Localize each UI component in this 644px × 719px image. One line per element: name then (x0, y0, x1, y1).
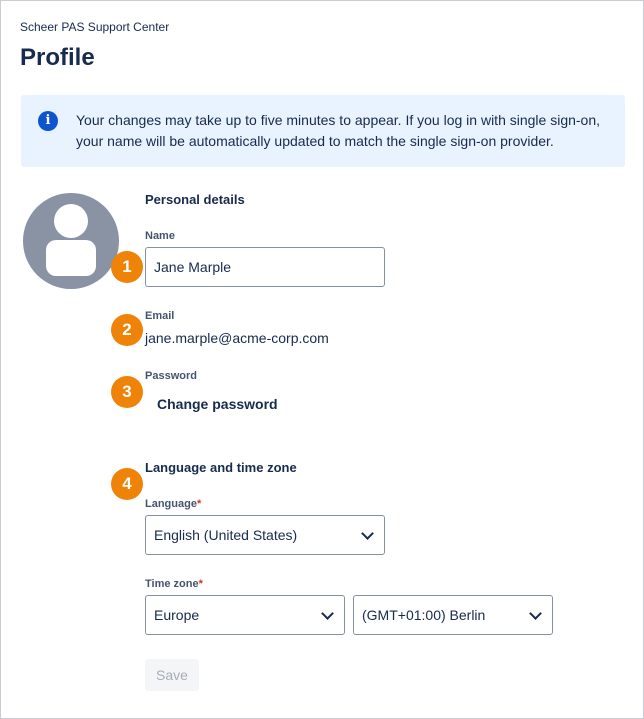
page-title: Profile (20, 44, 95, 71)
timezone-zone-value: (GMT+01:00) Berlin (362, 607, 486, 623)
timezone-region-select[interactable] (145, 595, 345, 635)
email-label: Email (145, 310, 175, 322)
info-icon: i (38, 111, 58, 131)
language-label (145, 498, 201, 510)
callout-badge-4: 4 (111, 468, 143, 500)
chevron-down-icon (321, 607, 334, 620)
info-banner (21, 95, 625, 167)
banner-message: Your changes may take up to five minutes to appear. If you log in with single sign-on, your name will be automatically updated to match the single sign-on provider. (76, 112, 601, 149)
save-button[interactable]: Save (145, 659, 199, 691)
required-marker: * (196, 498, 202, 510)
brand-name: Scheer PAS Support Center (20, 20, 170, 34)
password-label: Password (145, 370, 197, 382)
name-field-value: Jane Marple (154, 259, 232, 275)
timezone-zone-select[interactable] (353, 595, 553, 635)
timezone-label-text: Time zone (145, 578, 199, 590)
name-label: Name (145, 230, 175, 242)
callout-badge-2: 2 (111, 314, 143, 346)
timezone-region-value: Europe (154, 607, 200, 623)
email-value: jane.marple@acme-corp.com (145, 330, 329, 346)
language-label-text: Language (145, 498, 197, 510)
name-field[interactable] (145, 247, 385, 287)
personal-details-heading: Personal details (145, 192, 245, 207)
language-select-value: English (United States) (154, 527, 298, 543)
required-marker: * (198, 578, 203, 590)
callout-badge-3: 3 (111, 376, 143, 408)
timezone-label (145, 578, 203, 590)
language-select[interactable] (145, 515, 385, 555)
avatar-body-icon (46, 240, 96, 276)
avatar[interactable] (23, 193, 119, 289)
chevron-down-icon (529, 607, 542, 620)
language-timezone-heading: Language and time zone (145, 460, 297, 475)
avatar-head-icon (54, 204, 88, 238)
callout-badge-1: 1 (111, 251, 143, 283)
change-password-button[interactable]: Change password (157, 396, 278, 412)
chevron-down-icon (361, 527, 374, 540)
